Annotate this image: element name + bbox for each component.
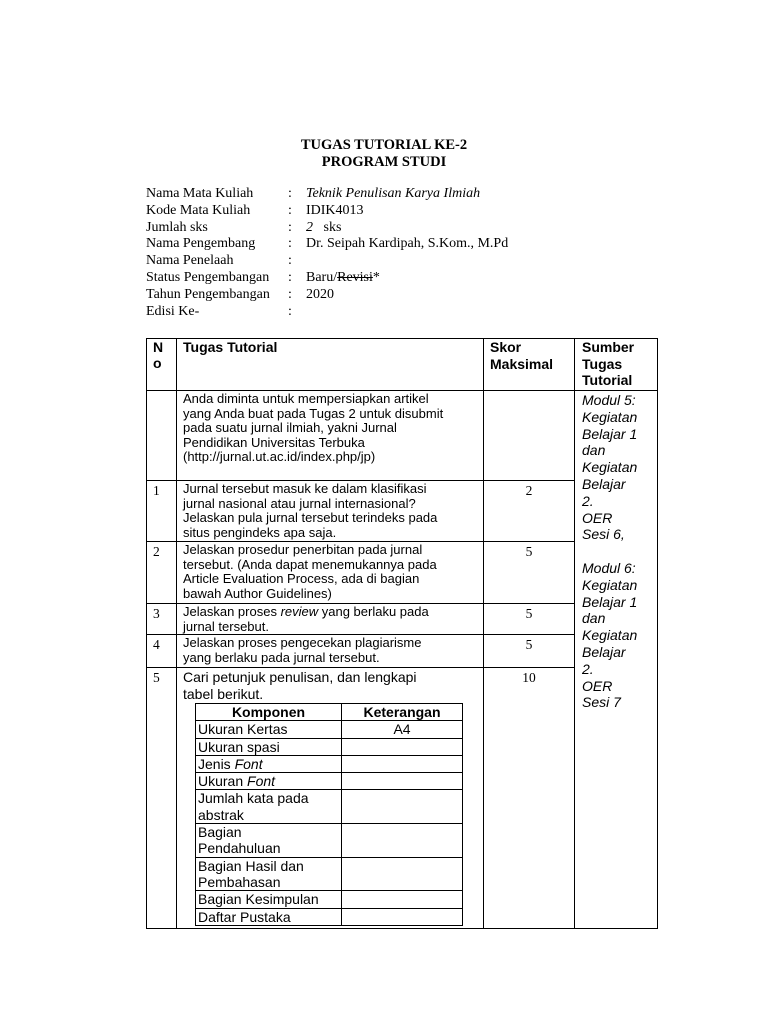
meta-label: Jumlah sks	[146, 219, 208, 235]
table-row	[196, 824, 463, 858]
header-source: Sumber Tugas Tutorial	[575, 339, 658, 391]
max-score: 2	[484, 481, 575, 542]
task-text: Jelaskan proses pengecekan plagiarisme yang berlaku pada jurnal tersebut.	[177, 635, 484, 668]
status-new: Baru/	[306, 269, 338, 285]
writing-guideline-table	[195, 703, 463, 926]
component-cell: Bagian Kesimpulan	[196, 891, 342, 908]
page-subtitle: PROGRAM STUDI	[321, 154, 447, 170]
inner-header-component: Komponen	[196, 704, 342, 721]
credits-unit: sks	[323, 219, 342, 235]
row-number: 5	[147, 668, 177, 929]
header-no: N o	[147, 339, 177, 391]
max-score: 5	[484, 635, 575, 668]
component-cell: Ukuran Kertas	[196, 721, 342, 738]
component-cell: Bagian Pendahuluan	[196, 824, 342, 858]
intro-task-cell: Anda diminta untuk mempersiapkan artikel yang Anda buat pada Tugas 2 untuk disubmit pada suatu jurnal ilmiah, yakni Jurnal Pendidikan Universitas Terbuka (http://jurnal.ut.ac.id/index.php/jp)	[177, 391, 484, 481]
row-number: 4	[147, 635, 177, 668]
meta-value: Teknik Penulisan Karya Ilmiah	[306, 186, 481, 201]
max-score: 5	[484, 604, 575, 635]
component-cell: Ukuran spasi	[196, 738, 342, 755]
component-cell: Jenis Font	[196, 755, 342, 772]
table-row	[196, 908, 463, 925]
meta-colon: :	[288, 219, 292, 235]
header-score: Skor Maksimal	[484, 339, 575, 391]
source-cell: Modul 5: Kegiatan Belajar 1 dan Kegiatan Belajar 2. OER Sesi 6, Modul 6: Kegiatan Belajar 1 dan Kegiatan Belajar 2. OER Sesi 7	[575, 391, 658, 929]
row-number: 3	[147, 604, 177, 635]
meta-value	[306, 270, 380, 287]
note-cell[interactable]	[342, 908, 463, 925]
meta-label: Nama Mata Kuliah	[146, 186, 254, 201]
component-cell: Daftar Pustaka	[196, 908, 342, 925]
header-task: Tugas Tutorial	[177, 339, 484, 391]
table-header-row	[147, 339, 658, 391]
table-row	[196, 773, 463, 790]
note-cell[interactable]	[342, 824, 463, 858]
meta-label: Status Pengembangan	[146, 269, 270, 285]
max-score: 5	[484, 542, 575, 604]
tutorial-task-table	[146, 338, 658, 929]
table-row	[196, 857, 463, 891]
meta-label: Nama Penelaah	[146, 253, 234, 269]
table-row-intro	[147, 391, 658, 481]
table-row	[196, 755, 463, 772]
meta-colon: :	[288, 303, 292, 319]
note-cell[interactable]	[342, 738, 463, 755]
task-text: Cari petunjuk penulisan, dan lengkapi tabel berikut. Komponen Keterangan Ukuran Kertas A4 Ukuran spasi Jenis Font Ukuran Font Jumlah kata pada abstrak Bagian Pendahuluan Bagian Hasil dan Pembahasan Bagian Kesimpulan Daftar Pustaka	[177, 668, 484, 929]
note-cell[interactable]	[342, 773, 463, 790]
meta-label: Kode Mata Kuliah	[146, 202, 251, 218]
meta-colon: :	[288, 202, 292, 218]
intro-score-cell	[484, 391, 575, 481]
note-cell[interactable]	[342, 755, 463, 772]
inner-header-row	[196, 704, 463, 721]
journal-link[interactable]: (http://jurnal.ut.ac.id/index.php/jp)	[183, 449, 376, 464]
table-row	[196, 721, 463, 738]
intro-no-cell	[147, 391, 177, 481]
note-cell[interactable]: A4	[342, 721, 463, 738]
inner-header-note: Keterangan	[342, 704, 463, 721]
table-row	[196, 790, 463, 824]
table-row	[196, 738, 463, 755]
meta-colon: :	[288, 236, 292, 252]
status-asterisk: *	[372, 269, 380, 285]
note-cell[interactable]	[342, 857, 463, 891]
task-text: Jurnal tersebut masuk ke dalam klasifikasi jurnal nasional atau jurnal internasional? Jelaskan pula jurnal tersebut terindeks pada situs pengindeks apa saja.	[177, 481, 484, 542]
meta-value: 2020	[306, 286, 334, 302]
component-cell: Bagian Hasil dan Pembahasan	[196, 857, 342, 891]
note-cell[interactable]	[342, 790, 463, 824]
table-row	[196, 891, 463, 908]
task-text: Jelaskan proses review yang berlaku pada jurnal tersebut.	[177, 604, 484, 635]
page-title: TUGAS TUTORIAL KE-2	[300, 137, 468, 153]
meta-value: IDIK4013	[306, 202, 364, 218]
task-text: Jelaskan prosedur penerbitan pada jurnal tersebut. (Anda dapat menemukannya pada Article Evaluation Process, ada di bagian bawah Author Guidelines)	[177, 542, 484, 604]
meta-label: Nama Pengembang	[146, 236, 256, 252]
meta-value	[306, 220, 341, 237]
credits-number: 2	[306, 219, 313, 235]
meta-colon: :	[288, 269, 292, 285]
note-cell[interactable]	[342, 891, 463, 908]
meta-label: Tahun Pengembangan	[146, 286, 270, 302]
max-score: 10	[484, 668, 575, 929]
row-number: 2	[147, 542, 177, 604]
component-cell: Jumlah kata pada abstrak	[196, 790, 342, 824]
meta-colon: :	[288, 186, 292, 201]
meta-value: Dr. Seipah Kardipah, S.Kom., M.Pd	[306, 236, 509, 252]
meta-label: Edisi Ke-	[146, 303, 200, 319]
row-number: 1	[147, 481, 177, 542]
meta-colon: :	[288, 286, 292, 302]
status-revision: Revisi	[337, 269, 373, 285]
component-cell: Ukuran Font	[196, 773, 342, 790]
meta-colon: :	[288, 253, 292, 269]
